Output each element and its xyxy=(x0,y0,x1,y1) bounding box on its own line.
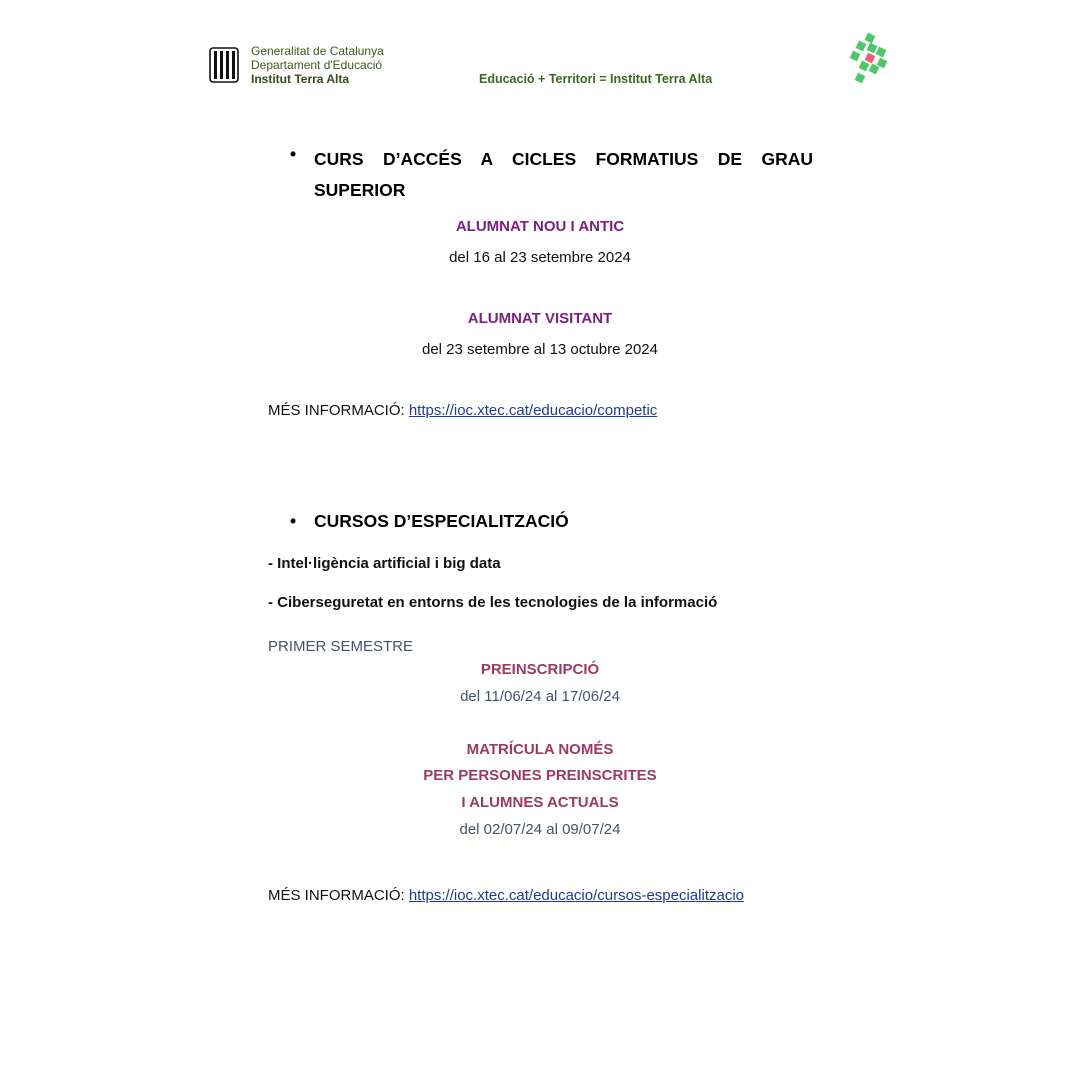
header-organization xyxy=(251,44,384,86)
semester-label: PRIMER SEMESTRE xyxy=(268,638,414,655)
gov-name: Generalitat de Catalunya xyxy=(251,44,384,58)
preinscription-label: PREINSCRIPCIÓ xyxy=(480,661,600,678)
department-name: Departament d'Educació xyxy=(251,58,383,72)
more-info-label: MÉS INFORMACIÓ: xyxy=(268,402,409,419)
enrollment-dates: del 02/07/24 al 09/07/24 xyxy=(459,821,621,838)
section-title: CURSOS D’ESPECIALITZACIÓ xyxy=(314,511,569,531)
group-new-former-label: ALUMNAT NOU I ANTIC xyxy=(455,218,625,235)
section-cfgs-access xyxy=(290,144,815,204)
specialization-courses-link[interactable]: https://ioc.xtec.cat/educacio/cursos-especialitzacio xyxy=(408,887,744,904)
more-info-label: MÉS INFORMACIÓ: xyxy=(268,887,409,904)
course-cybersecurity: - Ciberseguretat en entorns de les tecnologies de la informació xyxy=(268,594,718,611)
bullet: • xyxy=(290,511,297,531)
enrollment-line-1: MATRÍCULA NOMÉS xyxy=(466,741,614,758)
preinscription-dates: del 11/06/24 al 17/06/24 xyxy=(460,688,620,705)
section-specialization xyxy=(290,511,690,535)
group-visiting-label: ALUMNAT VISITANT xyxy=(467,310,613,327)
more-info-specialization xyxy=(268,887,744,904)
course-ai-big-data: - Intel·ligència artificial i big data xyxy=(268,555,501,572)
header-tagline: Educació + Territori = Institut Terra Alta xyxy=(479,72,713,86)
enrollment-line-3: I ALUMNES ACTUALS xyxy=(461,794,619,811)
competic-link[interactable]: https://ioc.xtec.cat/educacio/competic xyxy=(408,402,658,419)
enrollment-line-2: PER PERSONES PREINSCRITES xyxy=(423,767,657,784)
group-new-former-dates: del 16 al 23 setembre 2024 xyxy=(449,249,631,266)
bullet: • xyxy=(290,144,297,164)
generalitat-logo-icon xyxy=(209,47,239,83)
section-title: CURS D’ACCÉS A CICLES FORMATIUS DE GRAU SUPERIOR xyxy=(314,149,813,200)
more-info-competic xyxy=(268,402,657,419)
group-visiting-dates: del 23 setembre al 13 octubre 2024 xyxy=(422,341,658,358)
institute-name: Institut Terra Alta xyxy=(251,72,350,86)
institute-logo-icon xyxy=(846,32,890,88)
